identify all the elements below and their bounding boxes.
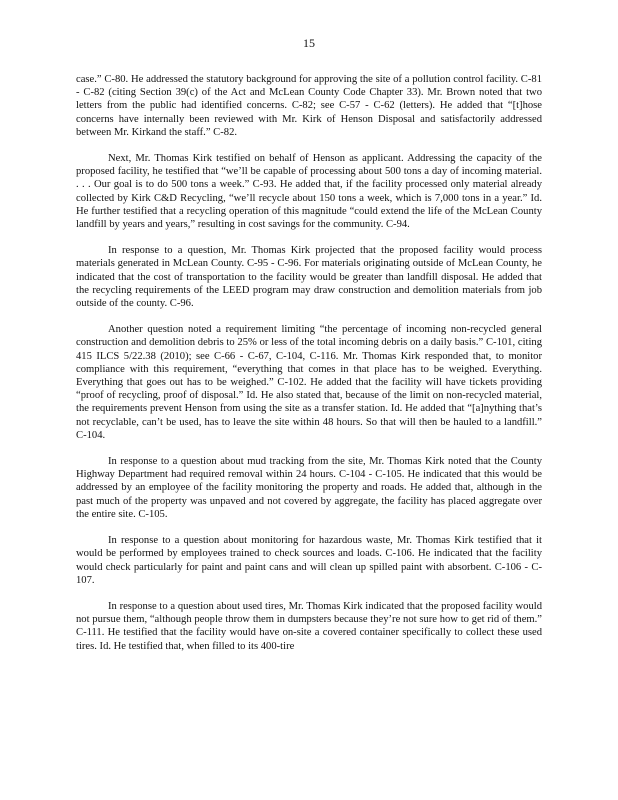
paragraph: In response to a question about used tires, Mr. Thomas Kirk indicated that the proposed facility would not pursue them, “although people throw them in dumpsters because they’re not sure how to get rid of them.” C-111. He testified that the facility would have on-site a covered container specifically to collect these used tires. Id. He testified that, when filled to its 400-tire [76, 600, 542, 652]
paragraph: case.” C-80. He addressed the statutory background for approving the site of a pollution control facility. C-81 - C-82 (citing Section 39(c) of the Act and McLean County Code Chapter 33). Mr. Brown noted that two letters from the public had identified concerns. C-82; see C-57 - C-62 (letters). He added that “[t]hose concerns have internally been reviewed with Mr. Kirk of Henson Disposal and satisfactorily addressed between Mr. Kirkand the staff.” C-82. [76, 74, 542, 138]
body-text [76, 64, 542, 666]
paragraph: In response to a question, Mr. Thomas Kirk projected that the proposed facility would process materials generated in McLean County. C-95 - C-96. For materials originating outside of McLean County, he indicated that the cost of transportation to the facility would be greater than landfill disposal. He added that the recycling requirements of the LEED program may draw construction and demolition materials from job outside of the county. C-96. [76, 245, 542, 310]
paragraph: Another question noted a requirement limiting “the percentage of incoming non-recycled general construction and demolition debris to 25% or less of the total incoming debris on a daily basis.” C-101, citing 415 ILCS 5/22.38 (2010); see C-66 - C-67, C-104, C-116. Mr. Thomas Kirk responded that, to monitor compliance with this requirement, “everything that comes in that place has to be weighed. Everything. Everything that goes out has to be weighed.” C-102. He added that the facility will have tickets providing “proof of recycling, proof of disposal.” Id. He also stated that, because of the limit on non-recycled material, the requirements prevent Henson from using the site as a transfer station. Id. He added that “[a]nything that’s not recyclable, can’t be used, has to leave the site within 48 hours. So that will then be hauled to a landfill.” C-104. [76, 324, 542, 441]
paragraph: In response to a question about monitoring for hazardous waste, Mr. Thomas Kirk testified that it would be performed by employees trained to check sources and loads. C-106. He indicated that the facility would check particularly for paint and paint cans and will clean up spilled paint with absorbent. C-106 - C-107. [76, 535, 542, 586]
paragraph: Next, Mr. Thomas Kirk testified on behalf of Henson as applicant. Addressing the capacity of the proposed facility, he testified that “we’ll be capable of processing about 500 tons a day of incoming material. . . . Our goal is to do 500 tons a week.” C-93. He added that, if the facility processed only material already collected by Kirk C&D Recycling, “we’ll recycle about 150 tons a week, which is 7,000 tons in a year.” Id. He further testified that a recycling operation of this magnitude “could extend the life of the McLean County landfill by years and years,” resulting in cost savings for the community. C-94. [76, 153, 542, 231]
paragraph: In response to a question about mud tracking from the site, Mr. Thomas Kirk noted that the County Highway Department had required removal within 24 hours. C-104 - C-105. He indicated that this would be addressed by an employee of the facility monitoring the property and roads. He added that, although in the past much of the property was unpaved and not covered by aggregate, the facility has placed aggregate over the entire site. C-105. [76, 456, 542, 520]
page-number: 15 [303, 36, 315, 50]
